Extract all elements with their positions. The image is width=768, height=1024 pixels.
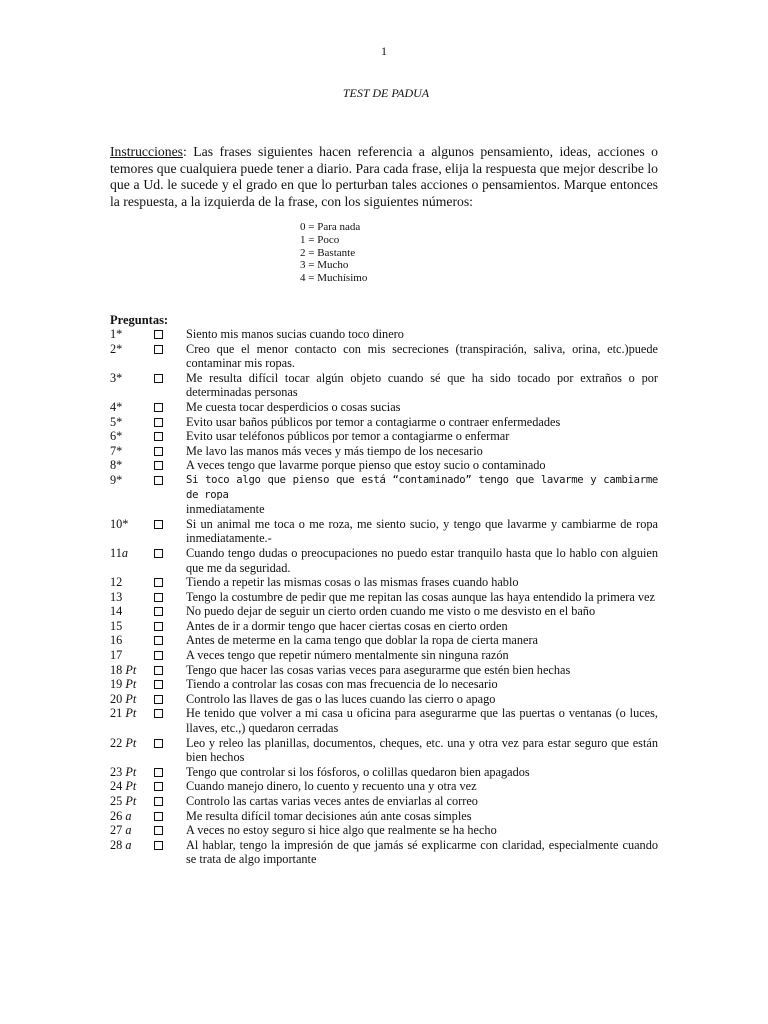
answer-box-cell bbox=[150, 838, 186, 853]
question-text: Evito usar baños públicos por temor a contagiarme o contraer enfermedades bbox=[186, 414, 561, 429]
question-text: Antes de ir a dormir tengo que hacer ciertas cosas en cierto orden bbox=[186, 618, 508, 633]
question-row bbox=[110, 619, 658, 634]
answer-checkbox[interactable] bbox=[154, 739, 163, 748]
title-text: TEST DE PADUA bbox=[342, 86, 430, 100]
answer-box-cell bbox=[150, 633, 186, 648]
answer-checkbox[interactable] bbox=[154, 418, 163, 427]
question-number bbox=[110, 794, 150, 809]
question-number-value: 25 bbox=[110, 794, 126, 808]
question-category: Pt bbox=[125, 779, 137, 794]
answer-checkbox[interactable] bbox=[154, 768, 163, 777]
question-text: A veces tengo que lavarme porque pienso que estoy sucio o contaminado bbox=[186, 458, 546, 473]
document-title bbox=[0, 86, 768, 101]
question-number bbox=[110, 546, 150, 561]
answer-box-cell bbox=[150, 604, 186, 619]
answer-checkbox[interactable] bbox=[154, 578, 163, 587]
question-number-value: 4* bbox=[110, 399, 123, 414]
question-number bbox=[110, 648, 150, 663]
question-category: Pt bbox=[125, 794, 137, 808]
question-number-value: 14 bbox=[110, 604, 123, 619]
answer-box-cell bbox=[150, 663, 186, 678]
answer-checkbox[interactable] bbox=[154, 782, 163, 791]
question-row bbox=[110, 823, 658, 838]
question-text: Me resulta difícil tocar algún objeto cuando sé que ha sido tocado por extraños o por determinadas personas bbox=[186, 370, 658, 400]
question-number-value: 24 bbox=[110, 779, 126, 794]
answer-box-cell bbox=[150, 823, 186, 838]
answer-box-cell bbox=[150, 371, 186, 386]
scale-item: 3 = Mucho bbox=[300, 259, 349, 272]
answer-checkbox[interactable] bbox=[154, 549, 163, 558]
question-number bbox=[110, 663, 150, 678]
answer-box-cell bbox=[150, 458, 186, 473]
question-number bbox=[110, 415, 150, 430]
question-text-handwritten-style: Si toco algo que pienso que está “contaminado” tengo que lavarme y cambiarme de ropa bbox=[186, 473, 658, 501]
answer-checkbox[interactable] bbox=[154, 593, 163, 602]
question-row bbox=[110, 692, 658, 707]
question-category: a bbox=[125, 808, 132, 823]
question-number bbox=[110, 458, 150, 473]
question-number-value: 17 bbox=[110, 648, 123, 663]
question-number bbox=[110, 517, 150, 532]
question-row bbox=[110, 342, 658, 371]
questions-list bbox=[110, 327, 658, 867]
question-row bbox=[110, 517, 658, 546]
question-number bbox=[110, 838, 150, 853]
question-number bbox=[110, 590, 150, 605]
question-number-value: 3* bbox=[110, 370, 123, 385]
question-row bbox=[110, 604, 658, 619]
answer-box-cell bbox=[150, 473, 186, 488]
answer-box-cell bbox=[150, 429, 186, 444]
question-number bbox=[110, 342, 150, 357]
question-number-value: 9* bbox=[110, 472, 123, 487]
question-number-value: 1* bbox=[110, 327, 123, 341]
question-number-value: 16 bbox=[110, 633, 123, 648]
question-number bbox=[110, 575, 150, 590]
response-scale bbox=[300, 221, 367, 285]
question-category: Pt bbox=[125, 662, 137, 677]
answer-checkbox[interactable] bbox=[154, 680, 163, 689]
question-text: He tenido que volver a mi casa u oficina para asegurarme que las puertas o ventanas (o luces, llaves, etc.,) quedaron cerradas bbox=[186, 706, 658, 736]
question-text: Controlo las cartas varias veces antes de enviarlas al correo bbox=[186, 794, 478, 808]
answer-box-cell bbox=[150, 415, 186, 430]
question-number-value: 8* bbox=[110, 458, 123, 473]
question-number-value: 19 bbox=[110, 677, 126, 692]
scale-item: 4 = Muchísimo bbox=[300, 272, 368, 285]
questions-heading: Preguntas: bbox=[110, 313, 169, 327]
question-number-value: 22 bbox=[110, 735, 126, 750]
question-row bbox=[110, 663, 658, 678]
question-number-value: 21 bbox=[110, 706, 126, 721]
answer-box-cell bbox=[150, 677, 186, 692]
answer-box-cell bbox=[150, 517, 186, 532]
answer-checkbox[interactable] bbox=[154, 636, 163, 645]
question-text: Cuando manejo dinero, lo cuento y recuento una y otra vez bbox=[186, 779, 477, 794]
question-category: a bbox=[121, 545, 128, 560]
answer-checkbox[interactable] bbox=[154, 709, 163, 718]
question-text-continuation: inmediatamente bbox=[186, 502, 265, 517]
question-text: Tiendo a controlar las cosas con mas frecuencia de lo necesario bbox=[186, 677, 498, 692]
question-row bbox=[110, 327, 658, 342]
question-row bbox=[110, 473, 658, 517]
answer-checkbox[interactable] bbox=[154, 403, 163, 412]
answer-checkbox[interactable] bbox=[154, 432, 163, 441]
question-number bbox=[110, 444, 150, 459]
question-text: Me lavo las manos más veces y más tiempo de los necesario bbox=[186, 443, 483, 458]
question-text: Me cuesta tocar desperdicios o cosas sucias bbox=[186, 399, 401, 414]
answer-box-cell bbox=[150, 706, 186, 721]
question-text: Me resulta difícil tomar decisiones aún ante cosas simples bbox=[186, 808, 472, 823]
answer-box-cell bbox=[150, 575, 186, 590]
question-number-value: 10* bbox=[110, 516, 129, 531]
answer-box-cell bbox=[150, 736, 186, 751]
answer-box-cell bbox=[150, 327, 186, 342]
answer-box-cell bbox=[150, 400, 186, 415]
answer-checkbox[interactable] bbox=[154, 812, 163, 821]
question-text: A veces no estoy seguro si hice algo que realmente se ha hecho bbox=[186, 823, 497, 838]
question-number bbox=[110, 327, 150, 342]
scale-item: 0 = Para nada bbox=[300, 221, 361, 233]
question-row bbox=[110, 809, 658, 824]
question-text: Antes de meterme en la cama tengo que doblar la ropa de cierta manera bbox=[186, 633, 538, 648]
question-number bbox=[110, 677, 150, 692]
question-number-value: 12 bbox=[110, 575, 123, 590]
question-category: Pt bbox=[125, 706, 137, 721]
answer-checkbox[interactable] bbox=[154, 476, 163, 485]
answer-box-cell bbox=[150, 619, 186, 634]
question-number-value: 18 bbox=[110, 662, 126, 677]
answer-box-cell bbox=[150, 546, 186, 561]
answer-checkbox[interactable] bbox=[154, 622, 163, 631]
answer-checkbox[interactable] bbox=[154, 841, 163, 850]
question-row bbox=[110, 590, 658, 605]
question-text: Evito usar teléfonos públicos por temor a contagiarme o enfermar bbox=[186, 429, 510, 444]
answer-checkbox[interactable] bbox=[154, 345, 163, 354]
question-row bbox=[110, 765, 658, 780]
question-category: a bbox=[125, 823, 132, 838]
question-category: Pt bbox=[125, 735, 137, 750]
question-number-value: 11 bbox=[110, 545, 122, 560]
question-row bbox=[110, 648, 658, 663]
answer-checkbox[interactable] bbox=[154, 695, 163, 704]
answer-checkbox[interactable] bbox=[154, 651, 163, 660]
question-text: Leo y releo las planillas, documentos, cheques, etc. una y otra vez para estar seguro que están bien hechos bbox=[186, 735, 658, 765]
question-number-value: 26 bbox=[110, 808, 126, 823]
scale-item: 2 = Bastante bbox=[300, 246, 356, 259]
question-text: Siento mis manos sucias cuando toco dinero bbox=[186, 327, 404, 341]
question-row bbox=[110, 677, 658, 692]
question-number-value: 5* bbox=[110, 414, 123, 429]
answer-box-cell bbox=[150, 590, 186, 605]
question-number-value: 2* bbox=[110, 341, 123, 356]
question-number bbox=[110, 779, 150, 794]
answer-box-cell bbox=[150, 692, 186, 707]
question-number bbox=[110, 473, 150, 488]
answer-checkbox[interactable] bbox=[154, 461, 163, 470]
question-text: Tiendo a repetir las mismas cosas o las mismas frases cuando hablo bbox=[186, 575, 519, 590]
question-text: Tengo que controlar si los fósforos, o colillas quedaron bien apagados bbox=[186, 764, 530, 779]
question-row bbox=[110, 736, 658, 765]
question-text: Tengo la costumbre de pedir que me repitan las cosas aunque las haya entendido la primera vez bbox=[186, 589, 655, 604]
question-number-value: 28 bbox=[110, 837, 126, 852]
question-text: Controlo las llaves de gas o las luces cuando las cierro o apago bbox=[186, 691, 496, 706]
question-number bbox=[110, 692, 150, 707]
question-number-value: 23 bbox=[110, 764, 126, 779]
answer-box-cell bbox=[150, 809, 186, 824]
answer-box-cell bbox=[150, 444, 186, 459]
question-number bbox=[110, 765, 150, 780]
question-text: Creo que el menor contacto con mis secreciones (transpiración, saliva, orina, etc.)puede contaminar mis ropas. bbox=[186, 341, 658, 371]
question-number-value: 13 bbox=[110, 589, 123, 604]
question-row bbox=[110, 415, 658, 430]
question-number bbox=[110, 823, 150, 838]
question-text: Al hablar, tengo la impresión de que jamás sé explicarme con claridad, especialmente cuando se trata de algo importante bbox=[186, 837, 658, 867]
instructions-paragraph bbox=[110, 144, 658, 210]
answer-checkbox[interactable] bbox=[154, 374, 163, 383]
scale-item: 1 = Poco bbox=[300, 233, 340, 246]
answer-checkbox[interactable] bbox=[154, 797, 163, 806]
question-category: Pt bbox=[125, 691, 137, 706]
question-row bbox=[110, 779, 658, 794]
question-number-value: 6* bbox=[110, 429, 123, 444]
answer-checkbox[interactable] bbox=[154, 666, 163, 675]
question-number-value: 15 bbox=[110, 618, 123, 633]
question-row bbox=[110, 371, 658, 400]
question-number bbox=[110, 619, 150, 634]
question-text: Tengo que hacer las cosas varias veces para asegurarme que estén bien hechas bbox=[186, 662, 571, 677]
page-number: 1 bbox=[381, 44, 387, 58]
question-number bbox=[110, 371, 150, 386]
question-row bbox=[110, 444, 658, 459]
question-category: a bbox=[125, 837, 132, 852]
question-row bbox=[110, 633, 658, 648]
question-row bbox=[110, 575, 658, 590]
answer-box-cell bbox=[150, 765, 186, 780]
answer-checkbox[interactable] bbox=[154, 330, 163, 339]
question-text: Si un animal me toca o me roza, me siento sucio, y tengo que lavarme y cambiarme de ropa inmediatamente.- bbox=[186, 516, 658, 546]
question-row bbox=[110, 794, 658, 809]
question-number-value: 20 bbox=[110, 691, 126, 706]
answer-checkbox[interactable] bbox=[154, 826, 163, 835]
question-number bbox=[110, 400, 150, 415]
question-number bbox=[110, 736, 150, 751]
instructions-label: Instrucciones bbox=[110, 144, 183, 159]
question-category: Pt bbox=[125, 764, 137, 779]
answer-box-cell bbox=[150, 779, 186, 794]
question-row bbox=[110, 546, 658, 575]
question-row bbox=[110, 706, 658, 735]
answer-checkbox[interactable] bbox=[154, 520, 163, 529]
question-number bbox=[110, 604, 150, 619]
question-text bbox=[186, 473, 658, 517]
question-row bbox=[110, 838, 658, 867]
instructions-text: : Las frases siguientes hacen referencia a algunos pensamiento, ideas, acciones o temores que cualquiera puede tener a diario. Para cada frase, elija la respuesta que mejor describe lo que a Ud. le sucede y el grado en que lo perturban tales acciones o pensamientos. Marque entonces la respuesta, a la izquierda de la frase, con los siguientes números: bbox=[110, 144, 659, 209]
answer-checkbox[interactable] bbox=[154, 607, 163, 616]
question-number bbox=[110, 706, 150, 721]
question-number-value: 7* bbox=[110, 443, 123, 458]
question-number bbox=[110, 633, 150, 648]
question-number bbox=[110, 429, 150, 444]
answer-box-cell bbox=[150, 342, 186, 357]
question-row bbox=[110, 458, 658, 473]
answer-checkbox[interactable] bbox=[154, 447, 163, 456]
answer-box-cell bbox=[150, 648, 186, 663]
question-text: No puedo dejar de seguir un cierto orden cuando me visto o me desvisto en el baño bbox=[186, 604, 596, 619]
question-category: Pt bbox=[125, 677, 137, 692]
question-row bbox=[110, 400, 658, 415]
question-text: Cuando tengo dudas o preocupaciones no puedo estar tranquilo hasta que lo hablo con alguien que me da seguridad. bbox=[186, 545, 658, 575]
question-text: A veces tengo que repetir número mentalmente sin ninguna razón bbox=[186, 648, 509, 663]
question-number-value: 27 bbox=[110, 823, 126, 838]
question-row bbox=[110, 429, 658, 444]
question-number bbox=[110, 809, 150, 824]
answer-box-cell bbox=[150, 794, 186, 809]
